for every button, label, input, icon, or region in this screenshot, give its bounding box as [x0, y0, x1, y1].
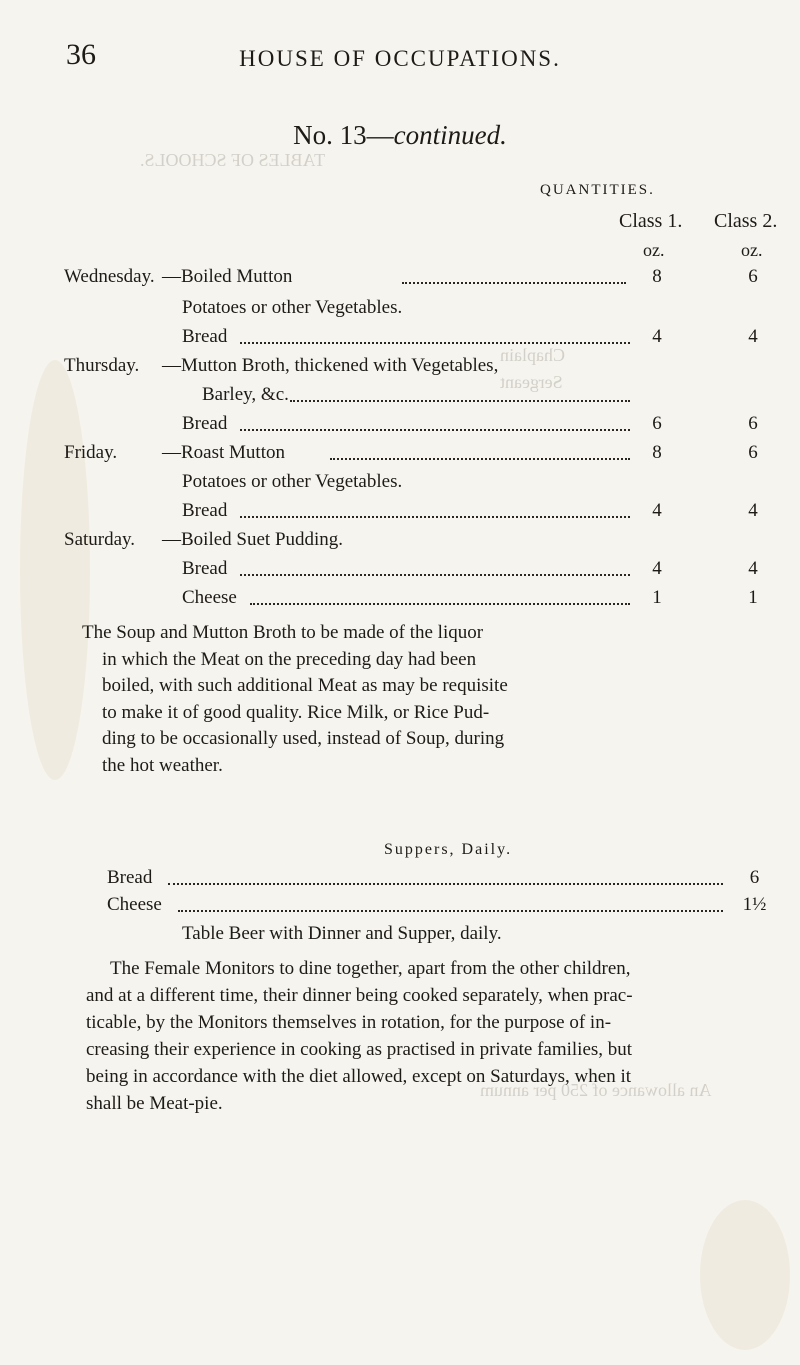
supper-item: Bread	[107, 867, 153, 888]
table-continued: continued.	[393, 120, 507, 150]
show-through-text: Sergeant	[500, 372, 563, 392]
meal-item: Bread	[182, 413, 228, 434]
class2-unit: oz.	[741, 240, 763, 260]
table-row	[0, 442, 800, 472]
class2-value: 4	[748, 558, 758, 579]
table-number: No. 13—	[293, 120, 394, 150]
table-row	[0, 384, 800, 414]
meal-item: —Roast Mutton	[162, 442, 285, 463]
monitors-paragraph	[86, 955, 786, 1117]
class2-value: 6	[748, 442, 758, 463]
quantities-heading: QUANTITIES.	[540, 182, 655, 198]
meal-item: Cheese	[182, 587, 237, 608]
leader-dots	[402, 282, 626, 284]
table-row	[0, 558, 800, 588]
table-row	[0, 500, 800, 530]
class1-value: 8	[652, 266, 662, 287]
meal-item: Bread	[182, 558, 228, 579]
leader-dots	[240, 516, 630, 518]
note-line: The Soup and Mutton Broth to be made of the liquor	[82, 622, 484, 643]
class2-value: 6	[748, 266, 758, 287]
leader-dots	[240, 429, 630, 431]
table-row	[0, 326, 800, 356]
show-through-text: Chaplain	[500, 345, 565, 365]
leader-dots	[250, 603, 630, 605]
paragraph-line: shall be Meat-pie.	[86, 1093, 223, 1114]
day-label: Friday.	[64, 442, 118, 463]
table-row	[0, 529, 800, 559]
page-number: 36	[66, 38, 96, 71]
leader-dots	[168, 883, 723, 885]
class2-value: 4	[748, 326, 758, 347]
running-head: HOUSE OF OCCUPATIONS.	[239, 46, 561, 71]
suppers-heading: Suppers, Daily.	[384, 841, 513, 858]
supper-row	[0, 894, 800, 922]
class1-value: 6	[652, 413, 662, 434]
beer-note: Table Beer with Dinner and Supper, daily.	[182, 923, 502, 944]
note-line: to make it of good quality. Rice Milk, or Rice Pud-	[102, 701, 490, 723]
supper-row	[0, 867, 800, 895]
paragraph-line: being in accordance with the diet allowed, except on Saturdays, when it	[86, 1066, 632, 1087]
leader-dots	[290, 400, 630, 402]
day-label: Wednesday.	[64, 266, 155, 287]
table-row	[0, 297, 800, 327]
supper-item: Cheese	[107, 894, 162, 915]
leader-dots	[330, 458, 630, 460]
leader-dots	[240, 342, 630, 344]
meal-item: —Boiled Mutton	[162, 266, 293, 287]
meal-item: —Boiled Suet Pudding.	[162, 529, 344, 550]
leader-dots	[240, 574, 630, 576]
table-row	[0, 587, 800, 617]
class2-value: 6	[748, 413, 758, 434]
class2-value: 4	[748, 500, 758, 521]
class1-value: 4	[652, 558, 662, 579]
soup-note	[82, 620, 508, 779]
day-label: Thursday.	[64, 355, 140, 376]
paragraph-line: creasing their experience in cooking as practised in private families, but	[86, 1039, 633, 1060]
table-row	[0, 471, 800, 501]
paper-stain	[700, 1200, 790, 1350]
class1-heading: Class 1.	[619, 210, 683, 232]
note-line: ding to be occasionally used, instead of Soup, during	[102, 728, 505, 749]
table-title	[0, 120, 800, 151]
leader-dots	[178, 910, 723, 912]
meal-item: —Mutton Broth, thickened with Vegetables,	[162, 355, 499, 376]
meal-item: Bread	[182, 500, 228, 521]
class2-heading: Class 2.	[714, 210, 778, 232]
paragraph-line: ticable, by the Monitors themselves in rotation, for the purpose of in-	[86, 1012, 612, 1033]
table-row	[0, 413, 800, 443]
class1-value: 4	[652, 500, 662, 521]
note-line: boiled, with such additional Meat as may be requisite	[102, 675, 508, 696]
supper-value: 6	[749, 867, 760, 888]
class1-value: 1	[652, 587, 662, 608]
meal-item: Bread	[182, 326, 228, 347]
meal-item: Barley, &c.	[202, 384, 289, 405]
day-label: Saturday.	[64, 529, 136, 550]
table-row	[0, 266, 800, 296]
class1-unit: oz.	[643, 240, 665, 260]
supper-value: 1½	[742, 894, 767, 915]
paragraph-line: The Female Monitors to dine together, apart from the other children,	[110, 958, 631, 979]
class1-value: 8	[652, 442, 662, 463]
note-line: in which the Meat on the preceding day had been	[102, 648, 477, 670]
show-through-text: TABLES OF SCHOOLS.	[140, 150, 326, 170]
class1-value: 4	[652, 326, 662, 347]
note-line: the hot weather.	[102, 754, 223, 776]
paragraph-line: and at a different time, their dinner being cooked separately, when prac-	[86, 985, 633, 1006]
table-row	[0, 355, 800, 385]
meal-item: Potatoes or other Vegetables.	[182, 471, 403, 492]
meal-item: Potatoes or other Vegetables.	[182, 297, 403, 318]
class2-value: 1	[748, 587, 758, 608]
show-through-text: An allowance of 250 per annum	[480, 1080, 712, 1100]
